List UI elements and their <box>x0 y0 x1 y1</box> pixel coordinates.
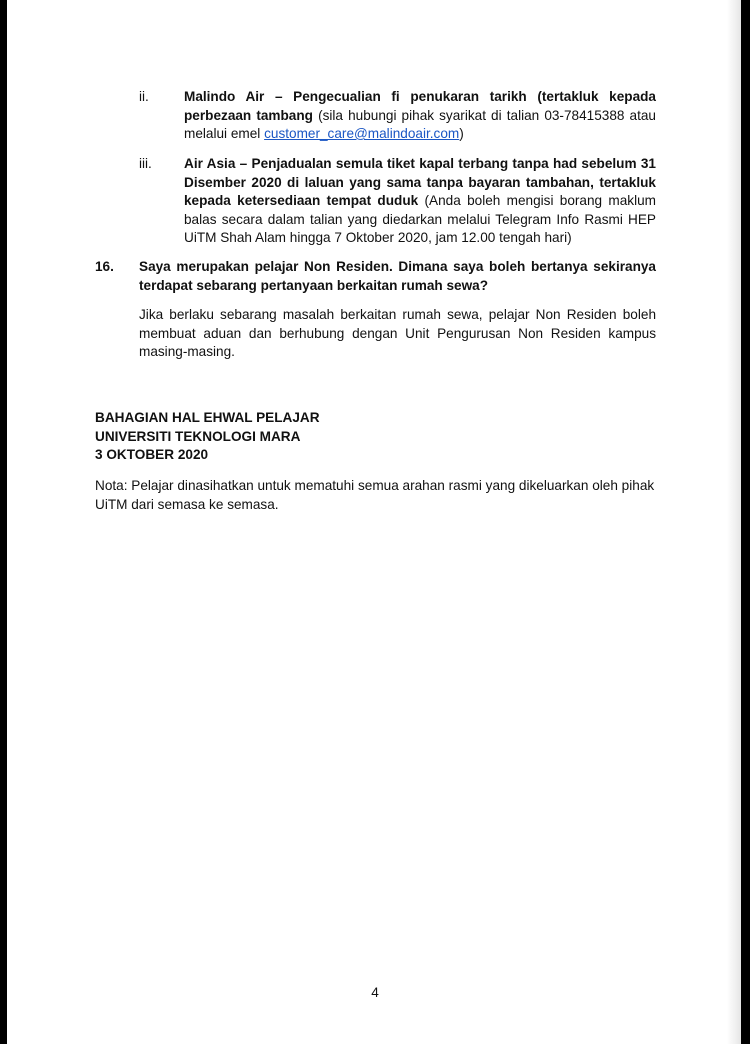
signature-department: BAHAGIAN HAL EHWAL PELAJAR <box>95 410 320 425</box>
item-iii-paragraph <box>184 155 656 248</box>
question-16-text: Saya merupakan pelajar Non Residen. Dimana saya boleh bertanya sekiranya terdapat sebarang pertanyaan berkaitan rumah sewa? <box>139 259 656 293</box>
scan-border-left <box>0 0 7 1044</box>
signature-date: 3 OKTOBER 2020 <box>95 447 209 462</box>
question-16-answer: Jika berlaku sebarang masalah berkaitan rumah sewa, pelajar Non Residen boleh membuat aduan dan berhubung dengan Unit Pengurusan Non Residen kampus masing-masing. <box>139 307 656 359</box>
item-ii-numeral: ii. <box>139 89 149 104</box>
item-ii-paragraph <box>184 88 656 144</box>
item-ii-text: (sila hubungi pihak syarikat di talian 03-78415388 atau melalui emel <box>184 107 656 141</box>
note-paragraph: Nota: Pelajar dinasihatkan untuk mematuhi semua arahan rasmi yang dikeluarkan oleh pihak UiTM dari semasa ke semasa. <box>95 478 655 512</box>
item-iii-numeral: iii. <box>139 156 152 171</box>
signature-block <box>95 409 595 465</box>
item-iii-bold-text: Air Asia – Penjadualan semula tiket kapal terbang tanpa had sebelum 31 Disember 2020 di laluan yang sama tanpa bayaran tambahan, tertakluk kepada ketersediaan tempat duduk <box>184 156 656 208</box>
question-16-number: 16. <box>95 259 114 274</box>
item-iii-text: (Anda boleh mengisi borang maklum balas secara dalam talian yang diedarkan melalui Telegram Info Rasmi HEP UiTM Shah Alam hingga 7 Oktober 2020, jam 12.00 tengah hari) <box>184 193 656 245</box>
scan-shadow-right <box>727 0 741 1044</box>
malindo-email-link[interactable]: customer_care@malindoair.com <box>264 126 460 141</box>
item-ii-text-end: ) <box>459 126 464 141</box>
signature-university: UNIVERSITI TEKNOLOGI MARA <box>95 428 301 444</box>
scan-border-right <box>741 0 750 1044</box>
item-ii-bold-text: Malindo Air – Pengecualian fi penukaran tarikh (tertakluk kepada perbezaan tambang <box>184 89 656 123</box>
page-number: 4 <box>371 985 379 1000</box>
